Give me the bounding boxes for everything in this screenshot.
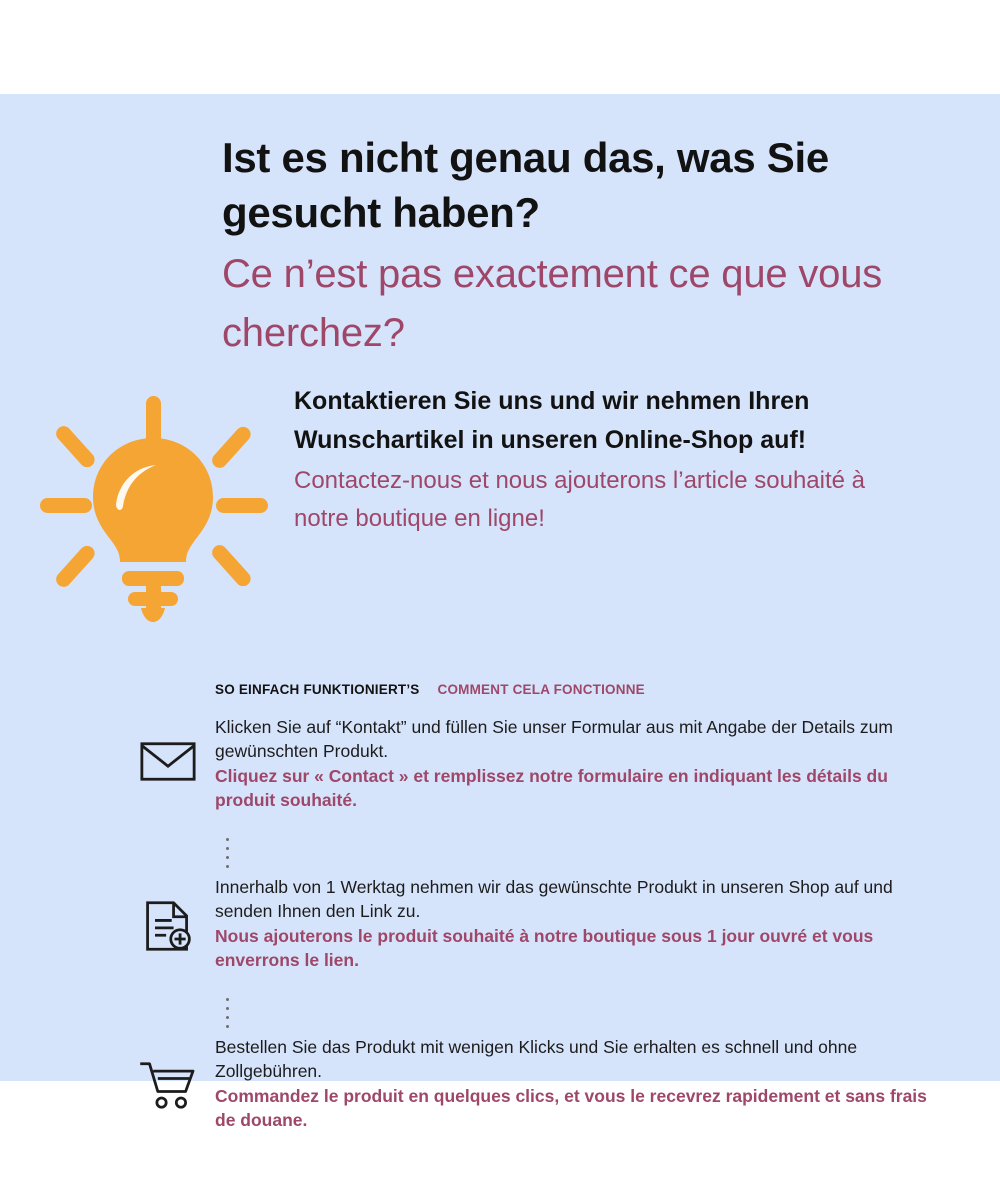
headline-french: Ce n’est pas exactement ce que vous cherchez?	[222, 251, 883, 356]
intro-block	[294, 382, 914, 539]
intro-german: Kontaktieren Sie uns und wir nehmen Ihren Wunschartikel in unseren Online-Shop auf!	[294, 387, 810, 454]
step-german: Bestellen Sie das Produkt mit wenigen Klicks und Sie erhalten es schnell und ohne Zollgebühren.	[215, 1037, 858, 1081]
steps-list	[120, 714, 950, 1152]
intro-french: Contactez-nous et nous ajouterons l’article souhaité à notre boutique en ligne!	[294, 466, 866, 533]
connector-dot	[226, 865, 229, 868]
promo-banner	[0, 94, 1000, 1131]
connector-dot	[226, 1007, 229, 1010]
step-german: Klicken Sie auf “Kontakt” und füllen Sie unser Formular aus mit Angabe der Details zum gewünschten Produkt.	[215, 717, 893, 761]
list-item	[120, 714, 950, 832]
step-german: Innerhalb von 1 Werktag nehmen wir das gewünschte Produkt in unseren Shop auf und senden Ihnen den Link zu.	[215, 877, 893, 921]
headline-block	[222, 130, 942, 363]
connector-dot	[226, 838, 229, 841]
list-item	[120, 874, 950, 992]
steps-heading	[215, 682, 645, 697]
step-connector	[240, 832, 950, 874]
step-french: Nous ajouterons le produit souhaité à notre boutique sous 1 jour ouvré et vous enverrons le lien.	[215, 926, 874, 971]
step-french: Cliquez sur « Contact » et remplissez notre formulaire en indiquant les détails du produit souhaité.	[215, 766, 888, 811]
document-add-icon	[120, 874, 215, 952]
shopping-cart-icon	[120, 1034, 215, 1110]
connector-dot	[226, 847, 229, 850]
headline-german: Ist es nicht genau das, was Sie gesucht haben?	[222, 134, 829, 237]
step-french: Commandez le produit en quelques clics, et vous le recevrez rapidement et sans frais de douane.	[215, 1086, 927, 1131]
connector-dot	[226, 856, 229, 859]
steps-heading-french: COMMENT CELA FONCTIONNE	[437, 682, 645, 697]
envelope-icon	[120, 714, 215, 783]
list-item	[120, 1034, 950, 1152]
connector-dot	[226, 998, 229, 1001]
lightbulb-icon	[38, 386, 268, 636]
step-connector	[240, 992, 950, 1034]
connector-dot	[226, 1025, 229, 1028]
connector-dot	[226, 1016, 229, 1019]
steps-heading-german: SO EINFACH FUNKTIONIERT’S	[215, 682, 420, 697]
